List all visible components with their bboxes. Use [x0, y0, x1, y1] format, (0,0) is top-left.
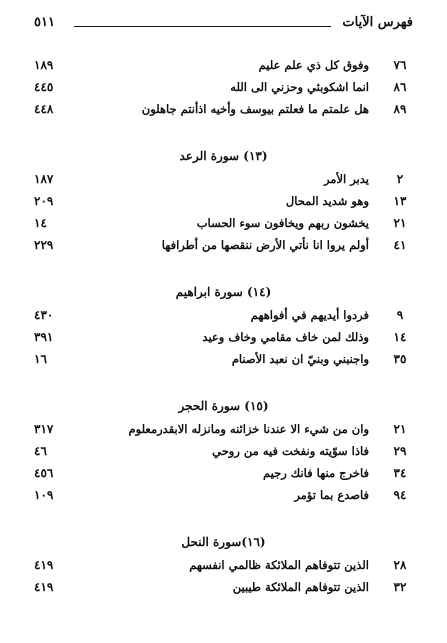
header-title: فهرس الآيات	[342, 15, 413, 30]
verse-text: وذلك لمن خاف مقامي وخاف وعيد	[202, 330, 369, 344]
page-reference: ٤٤٥	[34, 80, 54, 94]
verse-row	[34, 440, 413, 462]
page-reference: ٤٦	[34, 444, 47, 458]
verse-number: ٨٩	[393, 102, 407, 116]
verse-number: ٢١	[393, 422, 407, 436]
verse-text: يخشون ربهم ويخافون سوء الحساب	[196, 216, 369, 230]
verse-number: ٨٦	[393, 80, 407, 94]
page-header	[34, 14, 413, 34]
page-reference: ١٨٧	[34, 172, 54, 186]
verse-number: ٤١	[393, 238, 407, 252]
surah-title: (١٥) سورة الحجر	[178, 399, 269, 413]
verse-text: فاذا سوّيته ونفخت فيه من روحي	[212, 444, 369, 458]
verse-number: ٢٩	[393, 444, 407, 458]
verse-number: ١٤	[393, 330, 407, 344]
page-reference: ٣١٧	[34, 422, 54, 436]
verse-row	[34, 462, 413, 484]
verse-number: ٧٦	[393, 58, 407, 72]
verse-row	[34, 304, 413, 326]
verse-row	[34, 418, 413, 440]
verse-row	[34, 190, 413, 212]
verse-text: الذين تتوفاهم الملائكة طيبين	[232, 580, 369, 594]
verse-number: ٢٨	[393, 558, 407, 572]
verse-number: ١٣	[393, 194, 407, 208]
verse-text: وهو شديد المحال	[285, 194, 369, 208]
page-reference: ١٦	[34, 352, 47, 366]
page-reference: ٢٢٩	[34, 238, 54, 252]
verse-row	[34, 98, 413, 120]
verse-number: ٣٥	[393, 352, 407, 366]
page-reference: ١٨٩	[34, 58, 54, 72]
verse-number: ٢	[396, 172, 404, 186]
page-reference: ١٠٩	[34, 488, 54, 502]
verse-row	[34, 76, 413, 98]
verse-row	[34, 234, 413, 256]
section-surah-15	[34, 396, 413, 506]
page-reference: ٣٩١	[34, 330, 54, 344]
section-surah-16	[34, 532, 413, 598]
section-continuation	[34, 52, 413, 120]
verse-row	[34, 212, 413, 234]
verse-row	[34, 484, 413, 506]
verse-row	[34, 348, 413, 370]
surah-title: (١٦)سورة النحل	[181, 535, 266, 549]
page-reference: ٤٤٨	[34, 102, 54, 116]
verse-number: ٩٤	[393, 488, 407, 502]
verse-row	[34, 554, 413, 576]
verse-row	[34, 576, 413, 598]
verse-number: ٣٤	[393, 466, 407, 480]
verse-text: الذين تتوفاهم الملائكة ظالمي انفسهم	[189, 558, 369, 572]
page-reference: ٤١٩	[34, 558, 54, 572]
verse-row	[34, 54, 413, 76]
section-surah-13	[34, 146, 413, 256]
verse-text: هل علمتم ما فعلتم بيوسف وأخيه اذأنتم جاهلون	[141, 102, 369, 116]
surah-title: (١٤) سورة ابراهيم	[175, 285, 272, 299]
verse-text: فردوا أيديهم في أفواههم	[250, 308, 369, 322]
verse-text: وان من شيء الا عندنا خزائنه ومانزله الابقدرمعلوم	[128, 422, 369, 436]
page-reference: ٤٣٠	[34, 308, 54, 322]
verse-text: أولم يروا انا نأتي الأرض ننقصها من أطرافها	[161, 238, 369, 252]
page-reference: ٢٠٩	[34, 194, 54, 208]
verse-text: واجنبني وبنيّ ان نعبد الأصنام	[231, 352, 369, 366]
verse-row	[34, 326, 413, 348]
page-reference: ١٤	[34, 216, 47, 230]
verse-text: فاصدع بما تؤمر	[294, 488, 369, 502]
verse-number: ٢١	[393, 216, 407, 230]
page-reference: ٤١٩	[34, 580, 54, 594]
surah-title: (١٣) سورة الرعد	[179, 149, 268, 163]
verse-number: ٣٢	[393, 580, 407, 594]
header-rule	[74, 26, 331, 27]
verse-row	[34, 168, 413, 190]
verse-number: ٩	[396, 308, 404, 322]
verse-text: يدبر الأمر	[323, 172, 369, 186]
page-reference: ٤٥٦	[34, 466, 54, 480]
section-surah-14	[34, 282, 413, 370]
verse-text: انما اشكوبثي وحزني الى الله	[230, 80, 369, 94]
verse-text: فاخرج منها فانك رجيم	[262, 466, 369, 480]
page-number: ٥١١	[34, 15, 55, 30]
verse-text: وفوق كل ذي علم عليم	[258, 58, 369, 72]
